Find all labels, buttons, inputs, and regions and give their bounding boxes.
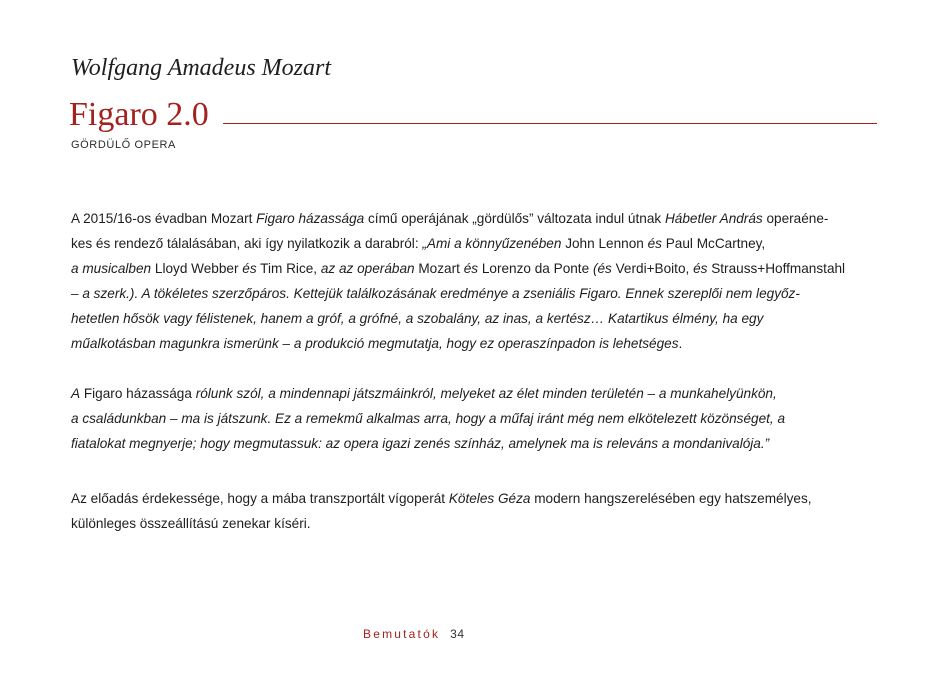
text-line (71, 406, 891, 431)
text-segment: modern hangszerelésében egy hatszemélyes, (530, 491, 812, 506)
text-segment: Figaro házassága (80, 386, 196, 401)
text-line (71, 511, 891, 536)
text-segment: A 2015/16-os évadban Mozart (71, 211, 257, 226)
italic-text-segment: Köteles Géza (448, 491, 531, 506)
italic-text-segment: és (693, 261, 708, 276)
italic-text-segment: rólunk szól, a mindennapi játszmáinkról, melyeket az élet minden területén – a munkahelyünkön, (195, 386, 777, 401)
text-segment: . (678, 336, 683, 351)
footer-section-label: Bemutatók (363, 627, 441, 641)
text-segment: operaéne- (762, 211, 829, 226)
text-segment: Az előadás érdekessége, hogy a mába transzportált vígoperát (71, 491, 449, 506)
text-line (71, 256, 891, 281)
text-segment: Lorenzo da Ponte (478, 261, 593, 276)
paragraph-details (71, 486, 891, 536)
italic-text-segment: – a szerk.). A tökéletes szerzőpáros. Kettejük találkozásának eredménye a zseniális Figaro. Ennek szereplői nem legyőz- (71, 286, 800, 301)
text-line (71, 281, 891, 306)
text-line (71, 431, 891, 456)
italic-text-segment: Hábetler András (664, 211, 763, 226)
text-line (71, 381, 891, 406)
text-segment: különleges összeállítású zenekar kíséri. (71, 516, 311, 531)
paragraph-intro (71, 206, 891, 356)
page-footer (363, 627, 465, 641)
text-line (71, 486, 891, 511)
italic-text-segment: (és (592, 261, 612, 276)
italic-text-segment: és (463, 261, 479, 276)
italic-text-segment: Figaro házassága (256, 211, 365, 226)
italic-text-segment: a musicalben (71, 261, 152, 276)
italic-text-segment: fiatalokat megnyerje; hogy megmutassuk: az opera igazi zenés színház, amelynek ma is releváns a mondanivalója.” (71, 436, 770, 451)
title-rule (223, 123, 877, 124)
paragraph-quote (71, 381, 891, 456)
text-segment: című operájának „gördülős” változata indul útnak (364, 211, 665, 226)
text-segment: Tim Rice, (256, 261, 321, 276)
italic-text-segment: az az operában (320, 261, 415, 276)
italic-text-segment: és (242, 261, 257, 276)
text-line (71, 306, 891, 331)
italic-text-segment: „Ami a könnyűzenében (422, 236, 562, 251)
title-row (69, 93, 877, 133)
text-line (71, 206, 891, 231)
text-segment: John Lennon (561, 236, 648, 251)
text-segment: Verdi+Boito, (611, 261, 694, 276)
text-segment: Paul McCartney, (661, 236, 766, 251)
italic-text-segment: és (647, 236, 662, 251)
text-segment: Lloyd Webber (151, 261, 243, 276)
italic-text-segment: a családunkban – ma is játszunk. Ez a remekmű alkalmas arra, hogy a műfaj iránt még nem elkötelezett közönséget, a (71, 411, 786, 426)
italic-text-segment: hetetlen hősök vagy félistenek, hanem a gróf, a grófné, a szobalány, az inas, a kertész… Katartikus élmény, ha egy (71, 311, 764, 326)
italic-text-segment: műalkotásban magunkra ismerünk – a produkció megmutatja, hogy ez operaszínpadon is lehetséges (71, 336, 679, 351)
page-number: 34 (450, 627, 465, 641)
text-line (71, 331, 891, 356)
composer-name: Wolfgang Amadeus Mozart (71, 55, 332, 81)
text-line (71, 231, 891, 256)
text-segment: Mozart (414, 261, 464, 276)
text-segment: Strauss+Hoffmanstahl (707, 261, 846, 276)
italic-text-segment: A (71, 386, 81, 401)
page-subtitle: GÖRDÜLŐ OPERA (71, 139, 176, 151)
page-title: Figaro 2.0 (69, 96, 209, 133)
text-segment: kes és rendező tálalásában, aki így nyilatkozik a darabról: (71, 236, 423, 251)
